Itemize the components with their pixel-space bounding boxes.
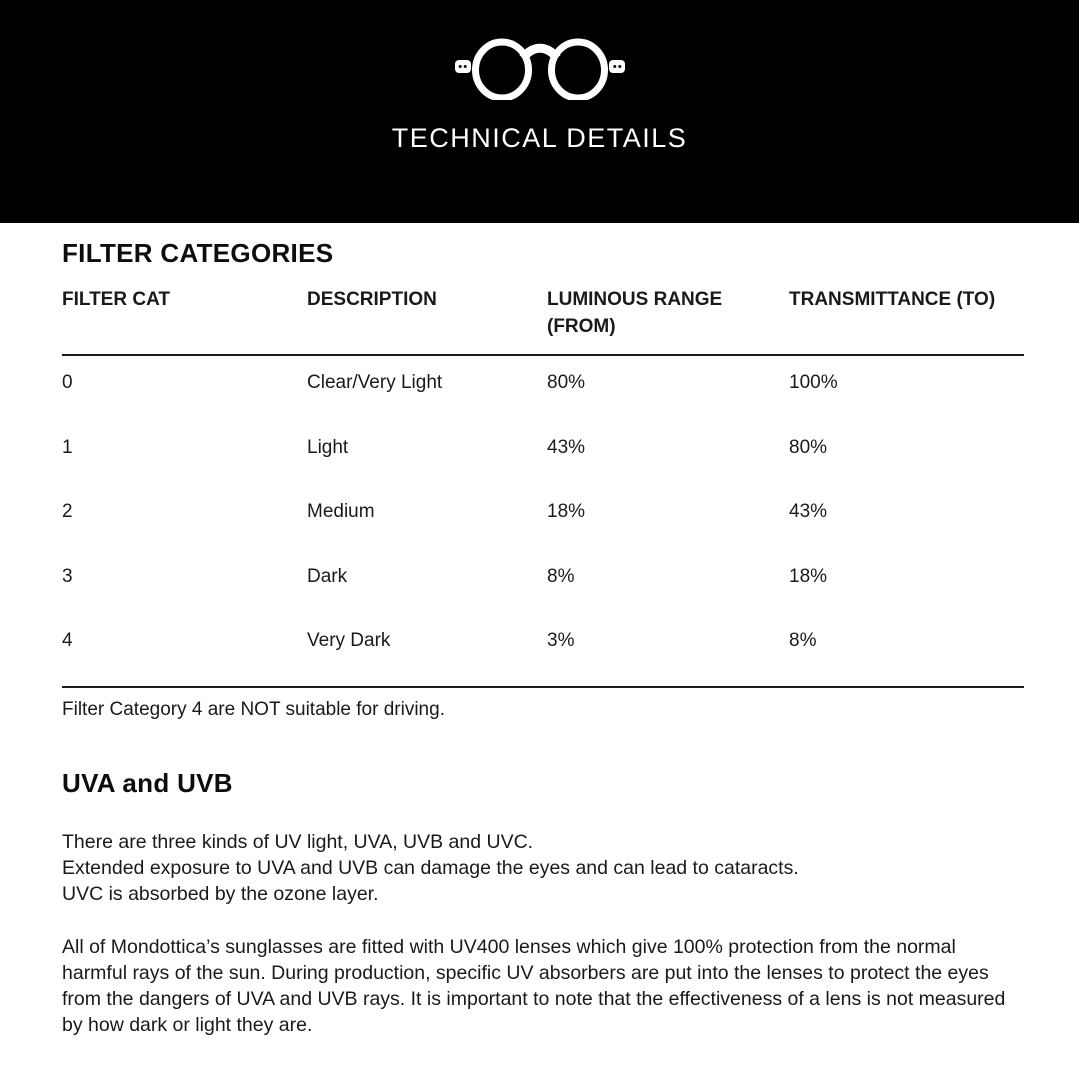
uva-uvb-heading: UVA and UVB (62, 767, 233, 798)
table-row (62, 621, 1024, 686)
filter-categories-table (62, 286, 1024, 721)
uv-paragraph-1-line: Extended exposure to UVA and UVB can damage the eyes and can lead to cataracts. (62, 856, 799, 879)
uv-paragraph-1 (62, 829, 1024, 907)
cell-luminous-from: 43% (547, 436, 586, 458)
cell-transmittance-to: 80% (789, 436, 828, 458)
cell-filter-cat: 4 (62, 630, 73, 652)
table-body (62, 356, 1024, 686)
column-header-filter-cat: FILTER CAT (62, 289, 170, 310)
masthead-title: TECHNICAL DETAILS (391, 123, 688, 153)
cell-filter-cat: 1 (62, 436, 73, 458)
table-row (62, 428, 1024, 493)
cell-filter-cat: 0 (62, 372, 73, 393)
glasses-icon (454, 36, 626, 100)
cell-transmittance-to: 8% (789, 630, 817, 652)
column-header-transmittance: TRANSMITTANCE (TO) (789, 289, 996, 310)
uv-paragraph-1-line: UVC is absorbed by the ozone layer. (62, 882, 379, 905)
cell-luminous-from: 80% (547, 372, 586, 393)
cell-description: Dark (307, 565, 348, 587)
table-row (62, 363, 1024, 428)
cell-transmittance-to: 18% (789, 565, 828, 587)
column-header-description: DESCRIPTION (307, 289, 437, 310)
cell-description: Light (307, 436, 349, 458)
uv-paragraph-2: All of Mondottica’s sunglasses are fitted with UV400 lenses which give 100% protection from the normal harmful rays of the sun. During production, specific UV absorbers are put into the lenses to protect the eyes from the dangers of UVA and UVB rays. It is important to note that the effectiveness of a lens is not measured by how dark or light they are. (62, 935, 1006, 1036)
column-header-luminous-range: LUMINOUS RANGE (FROM) (547, 289, 723, 337)
cell-luminous-from: 8% (547, 565, 575, 587)
page-content (0, 238, 1079, 1038)
cell-transmittance-to: 100% (789, 372, 838, 393)
table-header-row (62, 286, 1024, 354)
masthead (0, 0, 1079, 223)
cell-description: Clear/Very Light (307, 372, 443, 393)
cell-description: Very Dark (307, 630, 391, 652)
cell-luminous-from: 18% (547, 501, 586, 523)
table-row (62, 492, 1024, 557)
cell-filter-cat: 2 (62, 501, 73, 523)
cell-luminous-from: 3% (547, 630, 575, 652)
table-note: Filter Category 4 are NOT suitable for driving. (62, 698, 445, 720)
cell-filter-cat: 3 (62, 565, 73, 587)
table-row (62, 557, 1024, 622)
cell-description: Medium (307, 501, 375, 523)
table-bottom-rule (62, 686, 1024, 688)
filter-categories-heading: FILTER CATEGORIES (62, 238, 334, 268)
uv-paragraph-1-line: There are three kinds of UV light, UVA, UVB and UVC. (62, 830, 534, 853)
cell-transmittance-to: 43% (789, 501, 828, 523)
